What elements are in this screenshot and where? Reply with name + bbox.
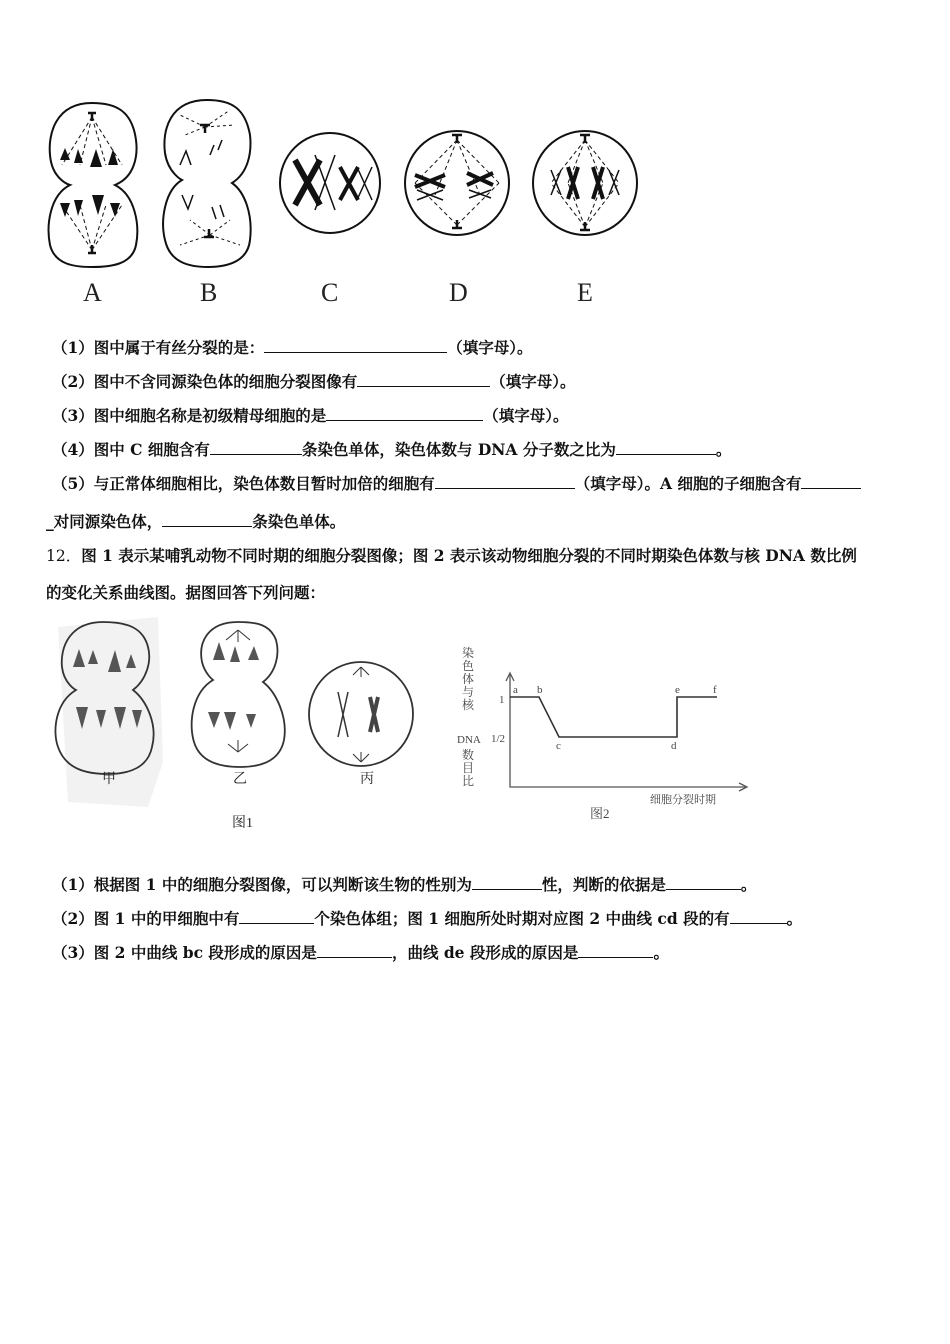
cell-e [533, 131, 637, 235]
answer-blank[interactable] [666, 875, 741, 890]
point-label-d: d [671, 740, 677, 752]
y-label-char: 数 [462, 748, 475, 762]
q12-sub3: （3）图 2 中曲线 bc 段形成的原因是 ，曲线 de 段形成的原因是 。 [52, 943, 669, 962]
answer-blank[interactable] [616, 440, 716, 455]
answer-blank[interactable] [239, 909, 314, 924]
q11-sub2: （2）图中不含同源染色体的细胞分裂图像有 （填字母）。 [52, 372, 576, 391]
point-label-b: b [537, 684, 543, 696]
answer-blank[interactable] [435, 474, 575, 489]
cell-b [163, 100, 250, 267]
answer-blank[interactable] [317, 943, 392, 958]
answer-blank[interactable] [210, 440, 302, 455]
answer-blank[interactable] [472, 875, 542, 890]
point-label-f: f [713, 684, 717, 696]
y-label-char: 色 [462, 659, 475, 673]
q11-sub4: （4）图中 C 细胞含有 条染色单体，染色体数与 DNA 分子数之比为 。 [52, 440, 732, 459]
answer-blank[interactable] [162, 512, 252, 527]
point-label-e: e [675, 684, 680, 696]
answer-blank[interactable] [801, 474, 861, 489]
answer-blank[interactable] [578, 943, 653, 958]
q11-sub1: （1）图中属于有丝分裂的是： （填字母）。 [52, 338, 533, 357]
label-yi: 乙 [233, 772, 247, 787]
q12-stem-cont: 的变化关系曲线图。据图回答下列问题： [46, 583, 326, 602]
x-axis-label: 细胞分裂时期 [650, 794, 716, 806]
point-label-a: a [513, 684, 518, 696]
label-bing: 丙 [360, 772, 374, 787]
y-tick-1: 1 [499, 694, 505, 706]
cell-figure-1 [40, 95, 650, 315]
cell-c [280, 133, 380, 233]
y-label-char: 与 [462, 685, 475, 699]
answer-blank[interactable] [264, 338, 447, 353]
y-label-char: 核 [462, 698, 475, 712]
cell-d [405, 131, 509, 235]
y-label-char: 体 [462, 672, 475, 686]
q12-stem: 12．图 1 表示某哺乳动物不同时期的细胞分裂图像；图 2 表示该动物细胞分裂的不同时期染色体数与核 DNA 数比例 [46, 546, 857, 565]
q11-sub3: （3）图中细胞名称是初级精母细胞的是 （填字母）。 [52, 406, 569, 425]
q11-sub5: （5）与正常体细胞相比，染色体数目暂时加倍的细胞有 （填字母）。A 细胞的子细胞含有 [52, 472, 861, 494]
figure-label-d: D [449, 278, 468, 307]
cell-a [49, 103, 138, 267]
cell-bing [309, 662, 413, 766]
q12-sub1: （1）根据图 1 中的细胞分裂图像，可以判断该生物的性别为 性，判断的依据是 。 [52, 875, 757, 894]
figure-caption-1: 图1 [232, 816, 253, 831]
ratio-curve [510, 697, 717, 737]
q12-figure-1 [48, 612, 428, 837]
figure-label-b: B [200, 278, 218, 307]
q11-sub5-cont: _对同源染色体， 条染色单体。 [46, 512, 346, 531]
y-tick-half: 1/2 [491, 733, 506, 745]
cell-yi [192, 622, 285, 767]
q12-figure-2 [455, 645, 755, 825]
answer-blank[interactable] [326, 406, 483, 421]
answer-blank[interactable] [730, 909, 787, 924]
answer-blank[interactable] [357, 372, 490, 387]
label-jia: 甲 [102, 772, 116, 787]
y-label-char: DNA [457, 734, 481, 746]
y-label-char: 目 [462, 761, 475, 775]
figure-label-e: E [577, 278, 593, 307]
point-label-c: c [556, 740, 561, 752]
y-label-char: 染 [462, 646, 475, 660]
figure-label-c: C [321, 278, 339, 307]
figure-caption-2: 图2 [590, 806, 610, 821]
y-label-char: 比 [462, 774, 475, 788]
q12-sub2: （2）图 1 中的甲细胞中有 个染色体组；图 1 细胞所处时期对应图 2 中曲线 cd 段的有 。 [52, 909, 803, 928]
figure-label-a: A [83, 278, 102, 307]
